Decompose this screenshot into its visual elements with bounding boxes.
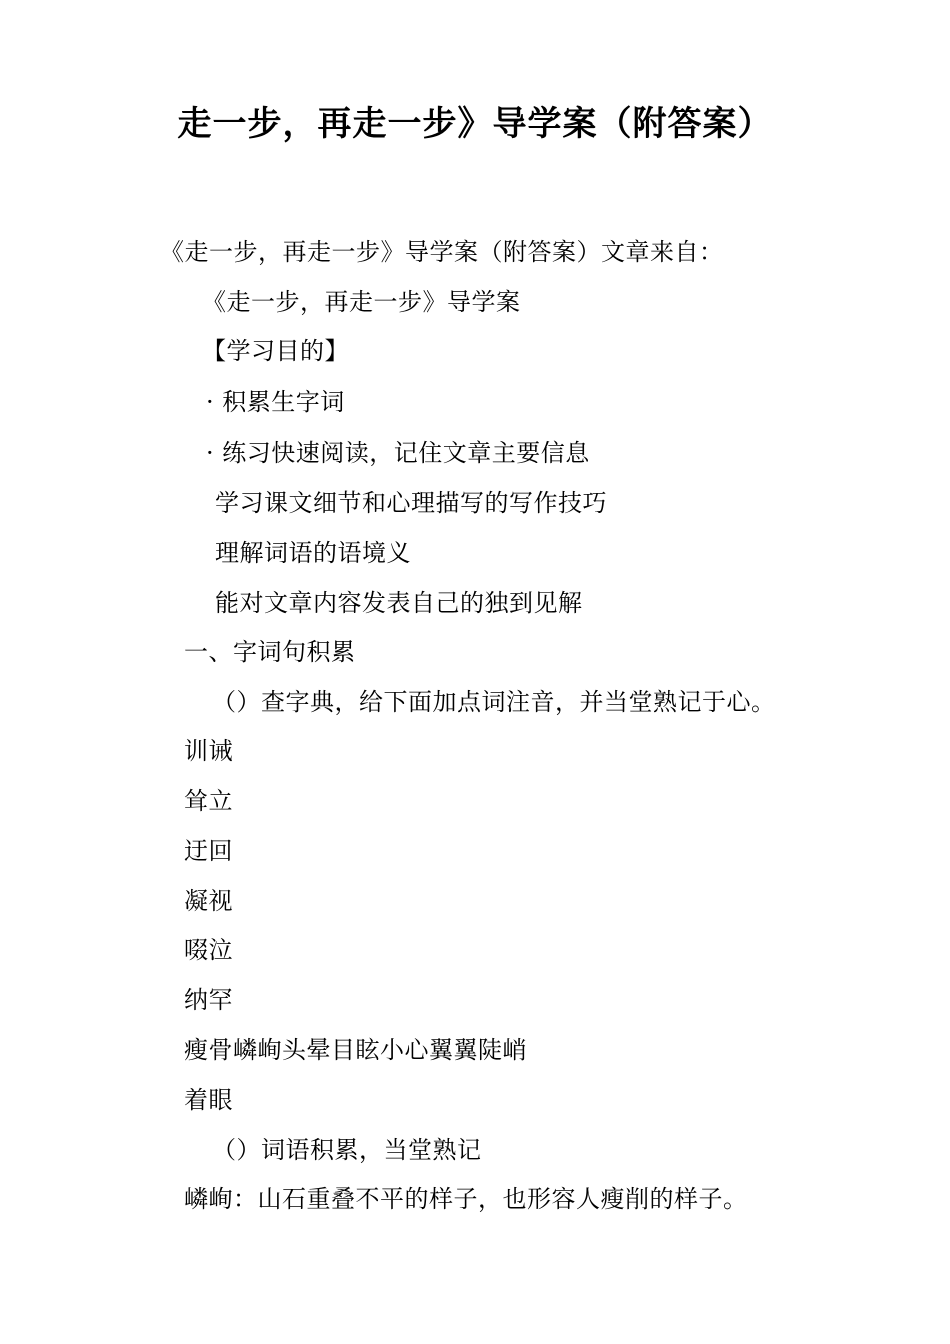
subtitle: 《走一步，再走一步》导学案 <box>202 288 521 316</box>
objective-item: 学习课文细节和心理描写的写作技巧 <box>215 489 607 517</box>
definition-line: 嶙峋：山石重叠不平的样子，也形容人瘦削的样子。 <box>184 1185 748 1213</box>
document-title: 走一步，再走一步》导学案（附答案） <box>177 104 773 144</box>
objectives-heading: 【学习目的】 <box>202 337 349 365</box>
vocab-word: 凝视 <box>184 887 233 915</box>
objective-item: 理解词语的语境义 <box>215 539 411 567</box>
objective-item: 能对文章内容发表自己的独到见解 <box>215 589 583 617</box>
objective-item: · 练习快速阅读，记住文章主要信息 <box>206 439 590 467</box>
vocab-word: 迂回 <box>184 837 233 865</box>
section-heading: 一、字词句积累 <box>184 638 356 666</box>
objective-item: · 积累生字词 <box>206 388 345 416</box>
vocab-word: 训诫 <box>184 737 233 765</box>
vocab-word: 啜泣 <box>184 936 233 964</box>
vocab-word: 纳罕 <box>184 986 233 1014</box>
source-line: 《走一步，再走一步》导学案（附答案）文章来自： <box>160 238 724 266</box>
vocab-word: 着眼 <box>184 1086 233 1114</box>
task-instruction: （）查字典，给下面加点词注音，并当堂熟记于心。 <box>212 688 776 716</box>
task-instruction: （）词语积累，当堂熟记 <box>212 1136 482 1164</box>
vocab-word: 瘦骨嶙峋头晕目眩小心翼翼陡峭 <box>184 1036 527 1064</box>
vocab-word: 耸立 <box>184 787 233 815</box>
